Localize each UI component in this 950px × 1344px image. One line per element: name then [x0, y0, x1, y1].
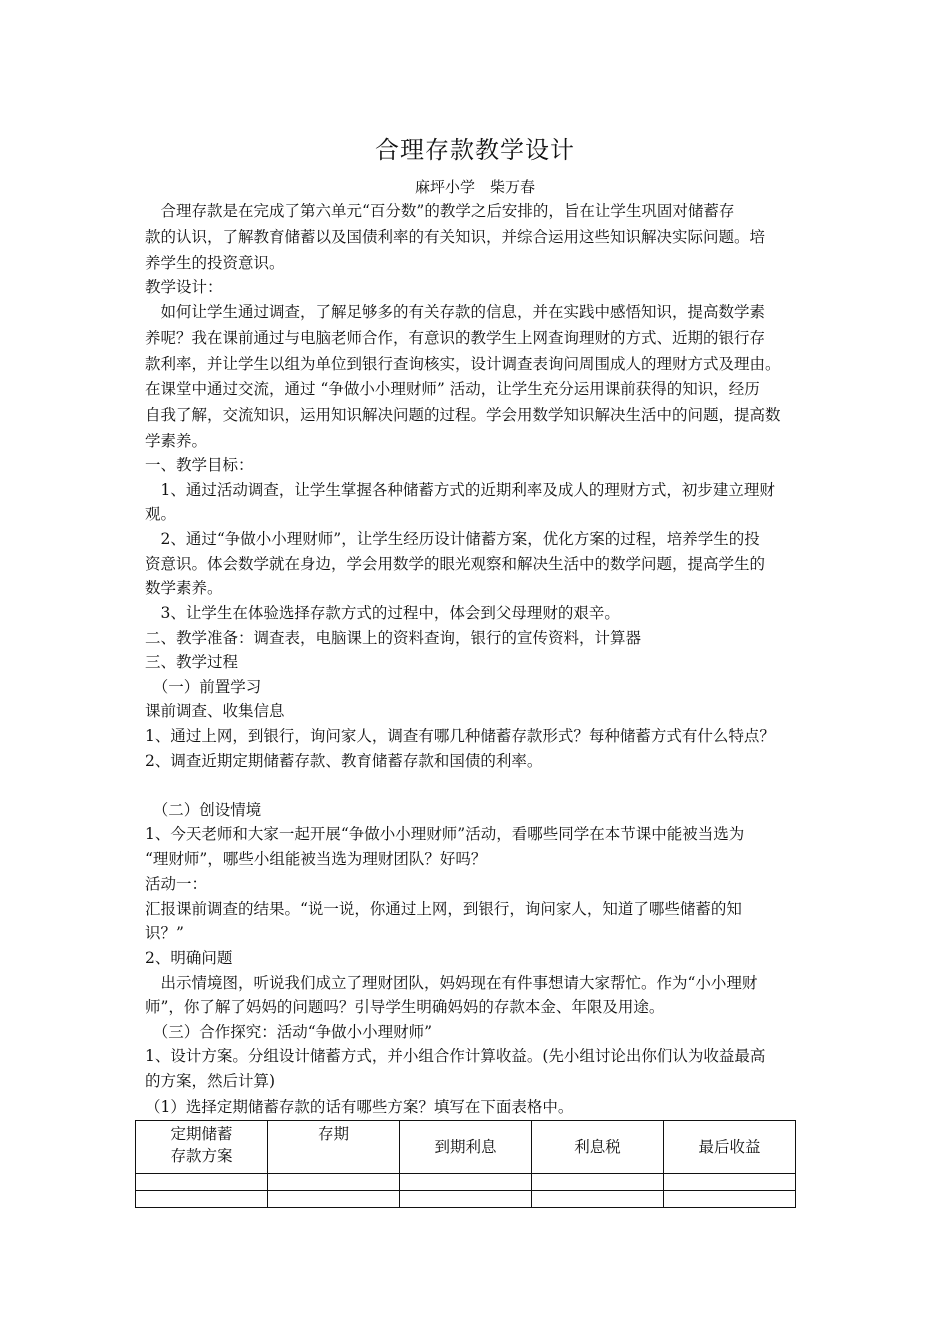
savings-plan-table	[135, 1120, 796, 1208]
paragraph-line: 2、通过“争做小小理财师”，让学生经历设计储蓄方案，优化方案的过程，培养学生的投	[145, 530, 760, 548]
document-title: 合理存款教学设计	[375, 136, 575, 164]
table-cell[interactable]	[532, 1191, 664, 1208]
table-cell[interactable]	[268, 1191, 400, 1208]
table-header-cell: 最后收益	[664, 1121, 796, 1174]
paragraph-line: 2、明确问题	[145, 949, 233, 967]
table-header-cell: 到期利息	[400, 1121, 532, 1174]
paragraph-line: 数学素养。	[145, 579, 223, 597]
table-header-cell	[136, 1121, 268, 1174]
paragraph-line: 活动一：	[145, 875, 208, 893]
paragraph-line: 师”，你了解了妈妈的问题吗？引导学生明确妈妈的存款本金、年限及用途。	[145, 998, 665, 1016]
paragraph-line: 汇报课前调查的结果。“说一说，你通过上网，到银行，询问家人，知道了哪些储蓄的知	[145, 900, 742, 918]
paragraph-line: 学素养。	[145, 432, 208, 450]
paragraph-line: 2、调查近期定期储蓄存款、教育储蓄存款和国债的利率。	[145, 752, 543, 770]
paragraph-line: 识？”	[145, 924, 184, 942]
paragraph-line: 1、设计方案。分组设计储蓄方式，并小组合作计算收益。(先小组讨论出你们认为收益最高	[145, 1047, 766, 1065]
paragraph-line: 资意识。体会数学就在身边，学会用数学的眼光观察和解决生活中的数学问题，提高学生的	[145, 555, 766, 573]
paragraph-line: 3、让学生在体验选择存款方式的过程中，体会到父母理财的艰辛。	[145, 604, 620, 622]
paragraph-line: （1）选择定期储蓄存款的话有哪些方案？填写在下面表格中。	[145, 1098, 574, 1116]
table-cell[interactable]	[400, 1174, 532, 1191]
section-heading: 教学设计：	[145, 278, 223, 296]
subsection-heading: （一）前置学习	[145, 678, 262, 696]
section-heading: 三、教学过程	[145, 653, 239, 671]
table-header-cell: 利息税	[532, 1121, 664, 1174]
header-line: 定期储蓄	[170, 1125, 233, 1143]
paragraph-line: 1、通过上网，到银行，询问家人，调查有哪几种储蓄存款形式？每种储蓄方式有什么特点？	[145, 727, 775, 745]
table-cell[interactable]	[136, 1191, 268, 1208]
paragraph-line: 养呢？我在课前通过与电脑老师合作，有意识的教学生上网查询理财的方式、近期的银行存	[145, 329, 766, 347]
paragraph-line: 课前调查、收集信息	[145, 702, 285, 720]
table-cell[interactable]	[532, 1174, 664, 1191]
table-header-cell: 存期	[268, 1121, 400, 1174]
paragraph-line: 自我了解，交流知识，运用知识解决问题的过程。学会用数学知识解决生活中的问题，提高数	[145, 406, 781, 424]
header-line: 存款方案	[170, 1147, 233, 1165]
table-header-row	[136, 1121, 796, 1174]
table-cell[interactable]	[400, 1191, 532, 1208]
paragraph-line: 1、今天老师和大家一起开展“争做小小理财师”活动，看哪些同学在本节课中能被当选为	[145, 825, 745, 843]
table-cell[interactable]	[664, 1174, 796, 1191]
section-heading: 二、教学准备：调查表，电脑课上的资料查询，银行的宣传资料，计算器	[145, 629, 642, 647]
subsection-heading: （三）合作探究：活动“争做小小理财师”	[145, 1023, 433, 1041]
subsection-heading: （二）创设情境	[145, 801, 262, 819]
paragraph-line: 1、通过活动调查，让学生掌握各种储蓄方式的近期利率及成人的理财方式，初步建立理财	[145, 481, 775, 499]
table-cell[interactable]	[664, 1191, 796, 1208]
paragraph-line: 的方案，然后计算)	[145, 1072, 276, 1090]
table-cell[interactable]	[136, 1174, 268, 1191]
table-row	[136, 1174, 796, 1191]
paragraph-line: 如何让学生通过调查，了解足够多的有关存款的信息，并在实践中感悟知识，提高数学素	[145, 303, 766, 321]
paragraph-line: 款的认识，了解教育储蓄以及国债利率的有关知识，并综合运用这些知识解决实际问题。培	[145, 228, 766, 246]
paragraph-line: 养学生的投资意识。	[145, 254, 285, 272]
table-row	[136, 1191, 796, 1208]
document-author: 麻坪小学 柴万春	[414, 178, 535, 196]
paragraph-line: 合理存款是在完成了第六单元“百分数”的教学之后安排的，旨在让学生巩固对储蓄存	[145, 202, 735, 220]
paragraph-line: 款利率，并让学生以组为单位到银行查询核实，设计调查表询问周围成人的理财方式及理由。	[145, 355, 781, 373]
paragraph-line: “理财师”，哪些小组能被当选为理财团队？好吗？	[145, 850, 487, 868]
paragraph-line: 在课堂中通过交流，通过 “争做小小理财师” 活动，让学生充分运用课前获得的知识，经历	[145, 380, 760, 398]
table-cell[interactable]	[268, 1174, 400, 1191]
paragraph-line: 观。	[145, 505, 177, 523]
paragraph-line: 出示情境图，听说我们成立了理财团队，妈妈现在有件事想请大家帮忙。作为“小小理财	[145, 974, 758, 992]
section-heading: 一、教学目标：	[145, 456, 254, 474]
